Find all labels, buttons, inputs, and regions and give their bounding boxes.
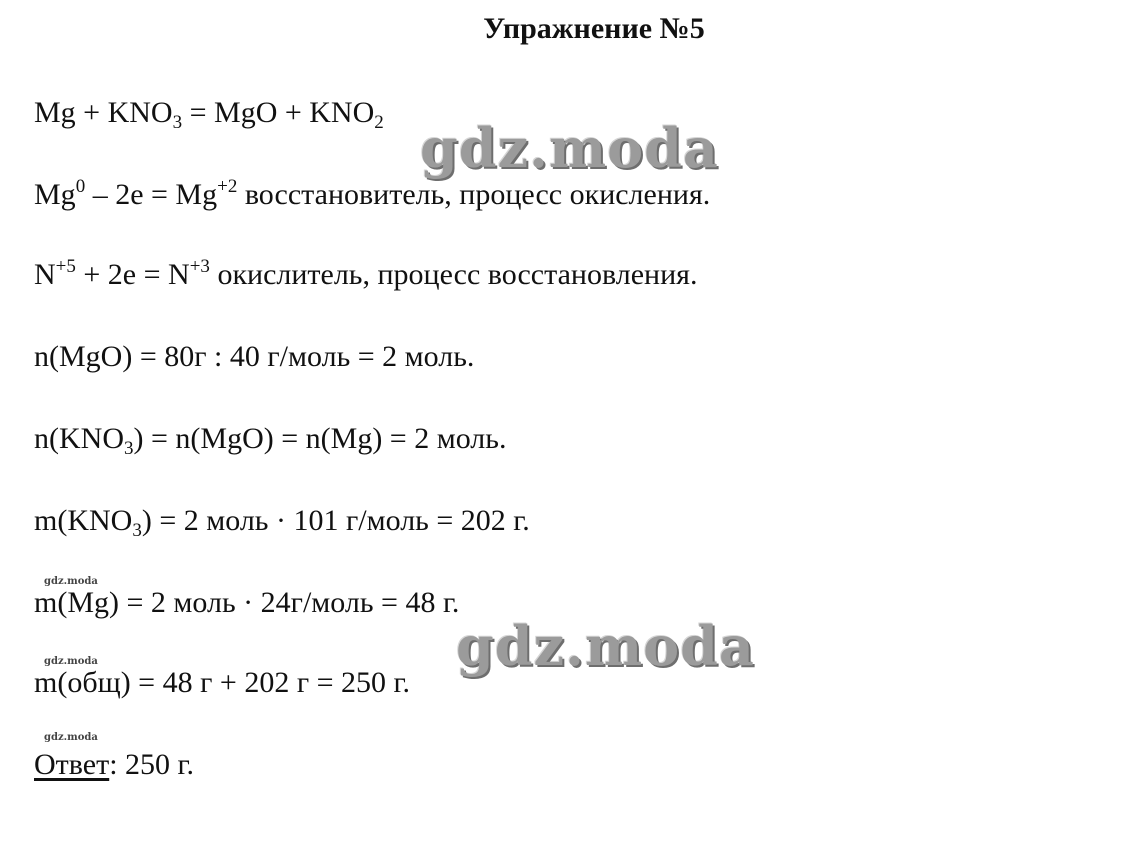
exercise-title: Упражнение №5 [483, 12, 705, 45]
watermark-small: gdz.moda [44, 576, 98, 587]
answer: Ответ: 250 г. [34, 748, 194, 781]
moles-kno3: $n(KNO_3) = n(MgO) = n(Mg) = 2$ моль. [34, 422, 507, 459]
mass-total: m(общ) = 48 г + 202 г = 250 г. [34, 666, 410, 699]
magnesium-half-reaction: $Mg^0 - 2e = Mg^{+2}$ восстановитель, процесс окисления. [34, 176, 711, 211]
moles-mgo: n(MgO) = 80г : 40 г/моль = 2 моль. [34, 340, 475, 373]
mass-kno3: $m(KNO_3) = 2$ моль · 101 г/моль = 202 г. [34, 504, 530, 541]
watermark-small: gdz.moda [44, 732, 98, 743]
answer-label: Ответ [34, 748, 110, 781]
mass-mg: m(Mg) = 2 моль · 24г/моль = 48 г. [34, 586, 460, 619]
watermark-logo: gdz.moda [420, 116, 719, 180]
reaction-equation: $Mg + KNO_3$ = MgO + $KNO_2$ [34, 96, 384, 133]
watermark-logo: gdz.moda [456, 614, 755, 678]
nitrogen-half-reaction: $N^{+5} + 2e = N^{+3}$ окислитель, процесс восстановления. [34, 256, 698, 291]
watermark-small: gdz.moda [44, 656, 98, 667]
